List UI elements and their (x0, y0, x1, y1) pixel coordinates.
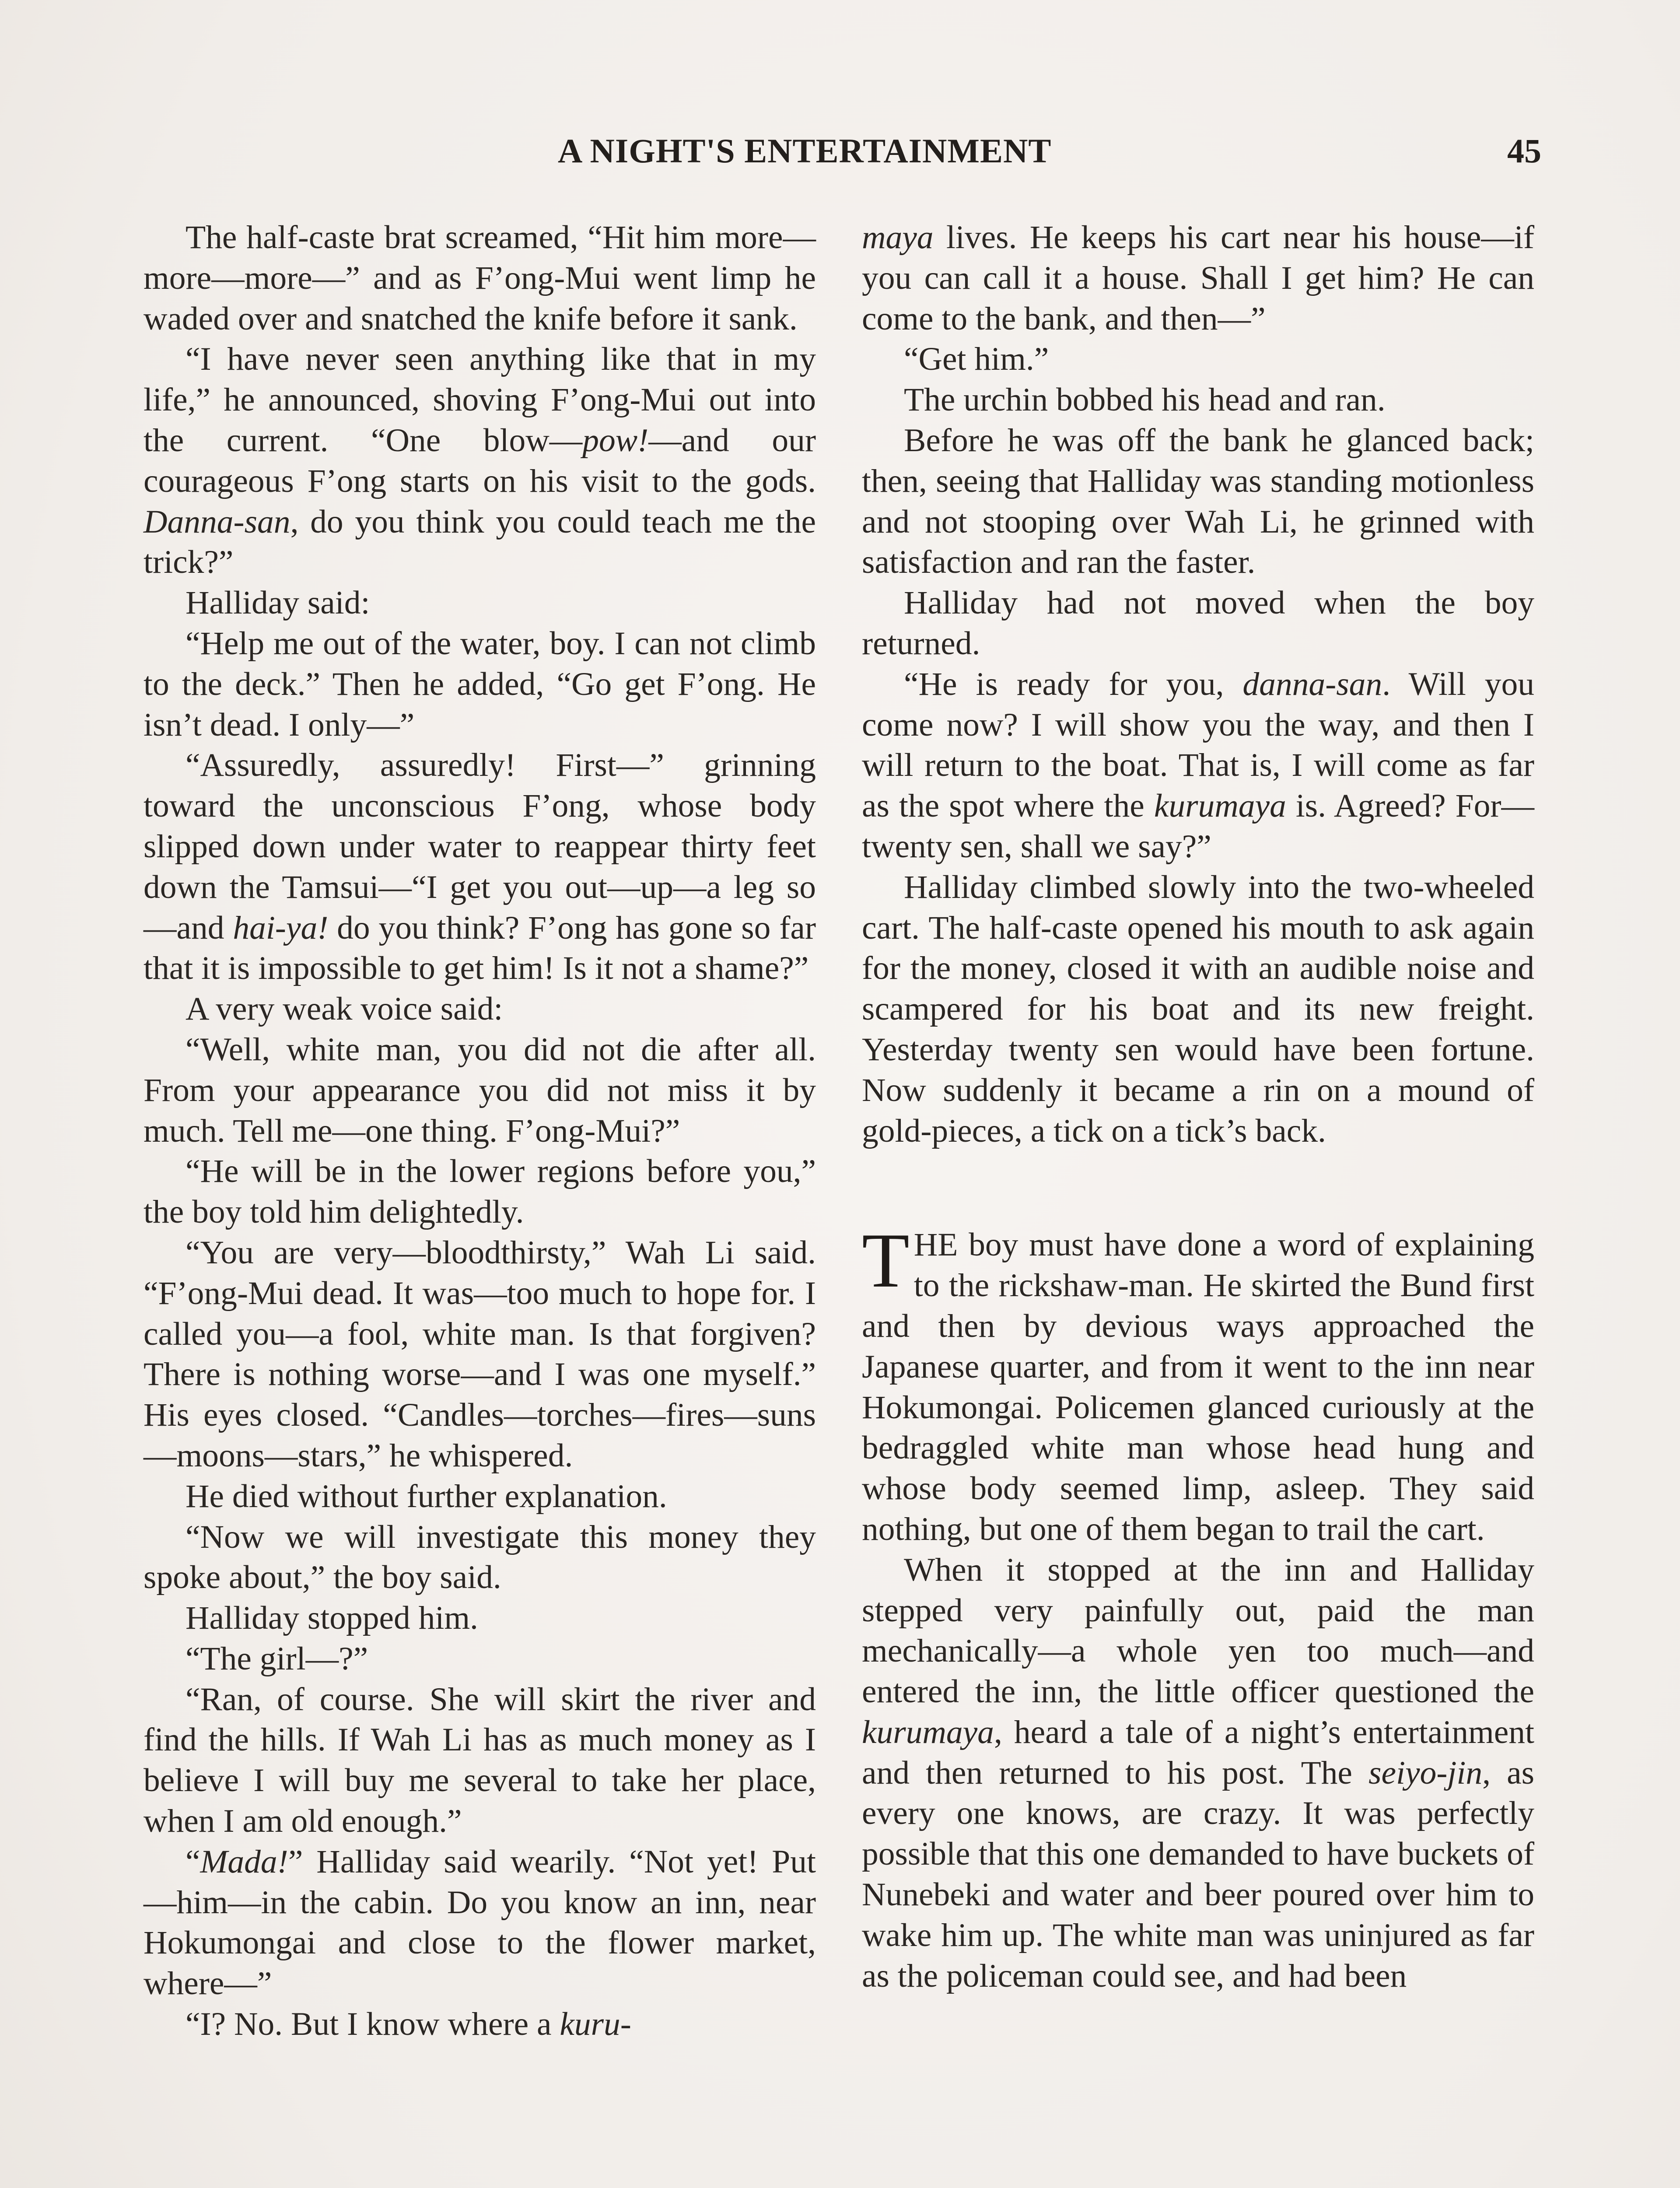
paragraph: When it stopped at the inn and Halliday stepped very painfully out, paid the man mechanically—a whole yen too much—and entered the inn, the little officer questioned the kurumaya, heard a tale of a night’s entertainment and then returned to his post. The seiyo-jin, as every one knows, are crazy. It was perfectly possible that this one demanded to have buckets of Nunebeki and water and beer poured over him to wake him up. The white man was uninjured as far as the policeman could see, and had been (862, 1551, 1534, 1994)
paragraph: maya lives. He keeps his cart near his house—if you can call it a house. Shall I get him? He can come to the bank, and then—” (862, 219, 1534, 337)
paragraph: “Get him.” (904, 341, 1049, 378)
running-title: A NIGHT'S ENTERTAINMENT (558, 132, 1052, 170)
text-column-right (862, 217, 1534, 1996)
paragraph: “Well, white man, you did not die after all. From your appearance you did not miss it by much. Tell me—one thing. F’ong-Mui?” (144, 1031, 816, 1149)
page-number: 45 (1507, 132, 1541, 170)
paragraph: “You are very—bloodthirsty,” Wah Li said. “F’ong-Mui dead. It was—too much to hope for. I called you—a fool, white man. Is that forgiven? There is nothing worse—and I was one myself.” His eyes closed. “Candles—torches—fires—suns—moons—stars,” he whispered. (144, 1234, 816, 1474)
paragraph: “He is ready for you, danna-san. Will you come now? I will show you the way, and then I will return to the boat. That is, I will come as far as the spot where the kurumaya is. Agreed? For—twenty sen, shall we say?” (862, 666, 1534, 865)
paragraph: “Ran, of course. She will skirt the river and find the hills. If Wah Li has as much money as I believe I will buy me several to take her place, when I am old enough.” (144, 1681, 816, 1840)
paragraph: The half-caste brat screamed, “Hit him more—more—more—” and as F’ong-Mui went limp he waded over and snatched the knife before it sank. (144, 219, 816, 337)
paragraph: Halliday climbed slowly into the two-wheeled cart. The half-caste opened his mouth to ask again for the money, closed it with an audible noise and scampered for his boat and its new freight. Yesterday twenty sen would have been fortune. Now suddenly it became a rin on a mound of gold-pieces, a tick on a tick’s back. (862, 869, 1534, 1149)
paragraph: “Now we will investigate this money they spoke about,” the boy said. (144, 1518, 816, 1596)
paragraph: The urchin bobbed his head and ran. (904, 382, 1386, 418)
drop-cap: T (862, 1217, 910, 1304)
paragraph: “The girl—?” (186, 1640, 368, 1677)
paragraph: A very weak voice said: (186, 991, 503, 1027)
paragraph (862, 1217, 1534, 1550)
paragraph: “I have never seen anything like that in my life,” he announced, shoving F’ong-Mui out into the current. “One blow—pow!—and our courageous F’ong starts on his visit to the gods. Danna-san, do you think you could teach me the trick?” (144, 341, 816, 581)
paragraph-text: HE boy must have done a word of explaining to the rickshaw-man. He skirted the Bund first and then by devious ways approached the Japanese quarter, and from it went to the inn near Hokumongai. Policemen glanced curiously at the bedraggled white man whose head hung and whose body seemed limp, asleep. They said nothing, but one of them began to trail the cart. (862, 1227, 1534, 1547)
paragraph: “Assuredly, assuredly! First—” grinning toward the unconscious F’ong, whose body slipped down under water to reappear thirty feet down the Tamsui—“I get you out—up—a leg so—and hai-ya! do you think? F’ong has gone so far that it is impossible to get him! Is it not a shame?” (144, 747, 816, 987)
paragraph: “He will be in the lower regions before you,” the boy told him delightedly. (144, 1153, 816, 1231)
paragraph: He died without further explanation. (186, 1478, 667, 1515)
paragraph: “I? No. But I know where a kuru- (186, 2006, 631, 2043)
paragraph: “Help me out of the water, boy. I can not climb to the deck.” Then he added, “Go get F’ong. He isn’t dead. I only—” (144, 625, 816, 743)
paragraph: Halliday said: (186, 585, 370, 621)
paragraph: “Mada!” Halliday said wearily. “Not yet! Put—him—in the cabin. Do you know an inn, near Hokumongai and close to the flower market, where—” (144, 1843, 816, 2002)
paragraph: Halliday had not moved when the boy returned. (862, 585, 1534, 662)
text-column-left (144, 217, 816, 2045)
paragraph: Before he was off the bank he glanced back; then, seeing that Halliday was standing motionless and not stooping over Wah Li, he grinned with satisfaction and ran the faster. (862, 422, 1534, 581)
paragraph: Halliday stopped him. (186, 1600, 478, 1637)
